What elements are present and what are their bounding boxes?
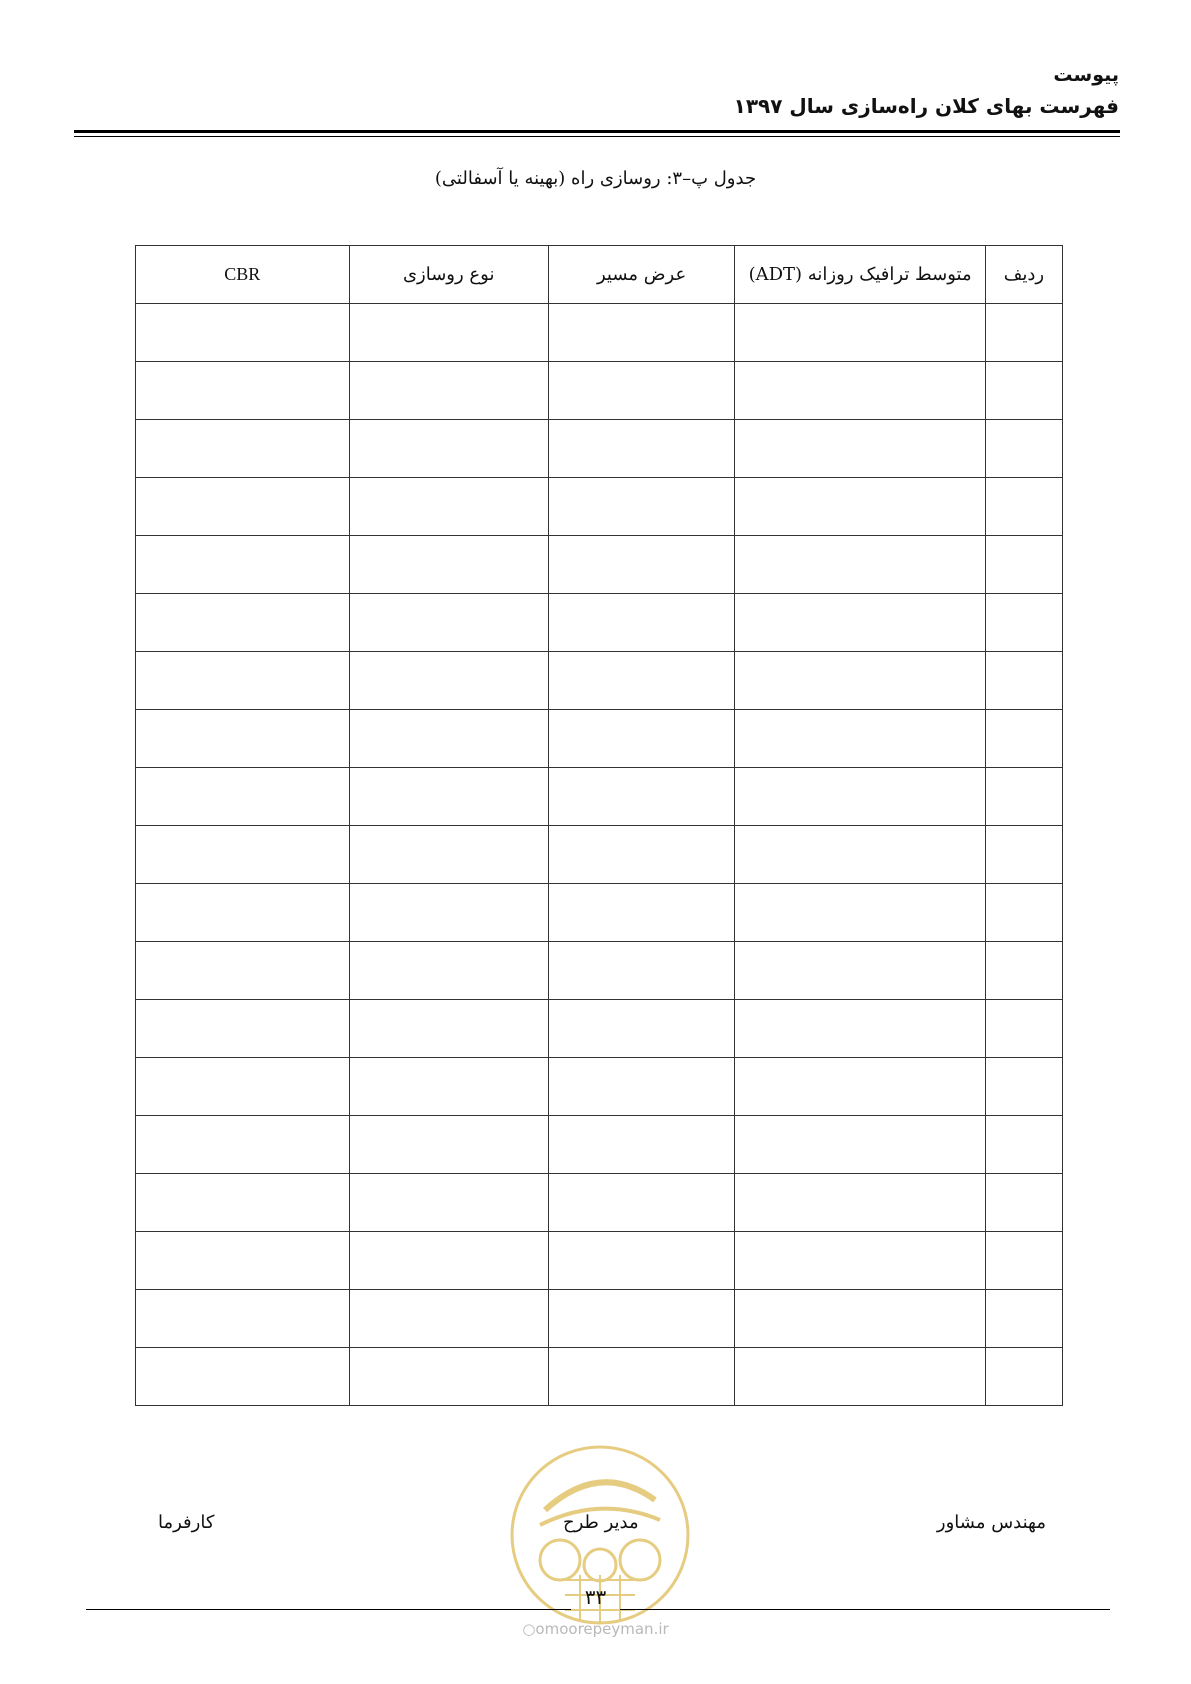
table-cell	[985, 362, 1062, 420]
table-row	[136, 826, 1063, 884]
table-cell	[985, 1058, 1062, 1116]
table-caption: جدول پ–۳: روسازی راه (بهینه یا آسفالتی)	[434, 168, 757, 189]
signature-project-manager: مدیر طرح	[563, 1512, 639, 1533]
table-cell	[548, 1000, 734, 1058]
table-cell	[349, 362, 548, 420]
signature-employer: کارفرما	[158, 1512, 215, 1533]
table-cell	[548, 478, 734, 536]
table-cell	[136, 942, 350, 1000]
page-number: ۳۳	[584, 1585, 607, 1609]
table-cell	[985, 1290, 1062, 1348]
table-cell	[735, 826, 986, 884]
table-cell	[735, 1116, 986, 1174]
globe-icon: ○	[522, 1620, 536, 1638]
table-cell	[136, 1174, 350, 1232]
table-cell	[548, 826, 734, 884]
table-cell	[349, 1000, 548, 1058]
table-cell	[735, 1058, 986, 1116]
table-cell	[985, 1174, 1062, 1232]
table-cell	[349, 1290, 548, 1348]
table-cell	[985, 1232, 1062, 1290]
table-cell	[985, 594, 1062, 652]
table-cell	[548, 536, 734, 594]
table-cell	[985, 420, 1062, 478]
table-cell	[136, 652, 350, 710]
table-cell	[349, 884, 548, 942]
col-route-width: عرض مسیر	[548, 246, 734, 304]
table-cell	[985, 1116, 1062, 1174]
table-cell	[985, 884, 1062, 942]
table-cell	[136, 768, 350, 826]
table-body	[136, 304, 1063, 1406]
table-cell	[735, 478, 986, 536]
table-cell	[735, 1000, 986, 1058]
table-row	[136, 1116, 1063, 1174]
table-cell	[349, 710, 548, 768]
table-header-row	[136, 246, 1063, 304]
table-cell	[136, 362, 350, 420]
table-cell	[985, 768, 1062, 826]
table-cell	[735, 594, 986, 652]
table-cell	[735, 942, 986, 1000]
header-title: فهرست بهای کلان راه‌سازی سال ۱۳۹۷	[733, 94, 1119, 118]
table-row	[136, 536, 1063, 594]
table-row	[136, 362, 1063, 420]
table-cell	[136, 826, 350, 884]
col-pavement-type: نوع روسازی	[349, 246, 548, 304]
table-cell	[349, 1232, 548, 1290]
table-row	[136, 652, 1063, 710]
table-cell	[735, 1174, 986, 1232]
table-row	[136, 1290, 1063, 1348]
header-rule-thin	[74, 136, 1120, 137]
table-cell	[349, 942, 548, 1000]
table-cell	[548, 1116, 734, 1174]
table-cell	[136, 1232, 350, 1290]
pavement-table	[135, 245, 1063, 1406]
table-cell	[548, 1174, 734, 1232]
table-row	[136, 710, 1063, 768]
table-cell	[349, 1058, 548, 1116]
table-cell	[735, 420, 986, 478]
table-cell	[136, 536, 350, 594]
table-cell	[548, 362, 734, 420]
table-row	[136, 1174, 1063, 1232]
table-row	[136, 1000, 1063, 1058]
table-cell	[349, 652, 548, 710]
table-cell	[548, 1348, 734, 1406]
table-cell	[548, 710, 734, 768]
footer-rule-right	[620, 1609, 1110, 1610]
table-cell	[548, 594, 734, 652]
table-row	[136, 1232, 1063, 1290]
table-cell	[985, 942, 1062, 1000]
table-cell	[985, 710, 1062, 768]
page-header	[69, 60, 1119, 122]
table-cell	[136, 1058, 350, 1116]
table-cell	[349, 420, 548, 478]
table-cell	[349, 478, 548, 536]
col-row-number: ردیف	[985, 246, 1062, 304]
table-row	[136, 1058, 1063, 1116]
table-cell	[735, 304, 986, 362]
table-row	[136, 594, 1063, 652]
table-cell	[349, 826, 548, 884]
watermark-site-text: omoorepeyman.ir	[535, 1620, 669, 1638]
footer-rule-left	[86, 1609, 571, 1610]
table-cell	[136, 594, 350, 652]
table-cell	[349, 768, 548, 826]
table-cell	[735, 652, 986, 710]
header-section: پیوست	[1053, 64, 1119, 86]
table-cell	[735, 884, 986, 942]
table-row	[136, 768, 1063, 826]
table-cell	[136, 1000, 350, 1058]
table-row	[136, 478, 1063, 536]
table-cell	[136, 1290, 350, 1348]
table-cell	[735, 1232, 986, 1290]
table-cell	[548, 420, 734, 478]
table-row	[136, 420, 1063, 478]
table-cell	[136, 478, 350, 536]
table-cell	[136, 304, 350, 362]
table-cell	[985, 1348, 1062, 1406]
table-cell	[735, 536, 986, 594]
table-cell	[985, 478, 1062, 536]
table-cell	[349, 304, 548, 362]
table-cell	[349, 1348, 548, 1406]
table-cell	[548, 942, 734, 1000]
table-cell	[985, 826, 1062, 884]
table-cell	[548, 304, 734, 362]
col-adt: متوسط ترافیک روزانه (ADT)	[735, 246, 986, 304]
watermark-site	[0, 1620, 1191, 1638]
table-cell	[548, 1290, 734, 1348]
table-cell	[349, 536, 548, 594]
table-cell	[985, 1000, 1062, 1058]
table-cell	[548, 768, 734, 826]
header-rule-thick	[74, 130, 1120, 133]
table-cell	[349, 594, 548, 652]
table-cell	[735, 362, 986, 420]
table-cell	[985, 304, 1062, 362]
table-cell	[985, 536, 1062, 594]
table-cell	[985, 652, 1062, 710]
table-row	[136, 884, 1063, 942]
col-cbr: CBR	[136, 246, 350, 304]
table-cell	[136, 420, 350, 478]
table-cell	[735, 1348, 986, 1406]
table-cell	[735, 768, 986, 826]
table-row	[136, 1348, 1063, 1406]
table-cell	[136, 1348, 350, 1406]
table-cell	[548, 652, 734, 710]
table-cell	[349, 1116, 548, 1174]
table-cell	[548, 1058, 734, 1116]
table-cell	[548, 1232, 734, 1290]
table-cell	[136, 710, 350, 768]
table-cell	[136, 884, 350, 942]
table-cell	[349, 1174, 548, 1232]
signature-consultant: مهندس مشاور	[936, 1512, 1046, 1533]
table-cell	[735, 710, 986, 768]
table-row	[136, 942, 1063, 1000]
table-row	[136, 304, 1063, 362]
table-cell	[548, 884, 734, 942]
table-cell	[136, 1116, 350, 1174]
table-cell	[735, 1290, 986, 1348]
